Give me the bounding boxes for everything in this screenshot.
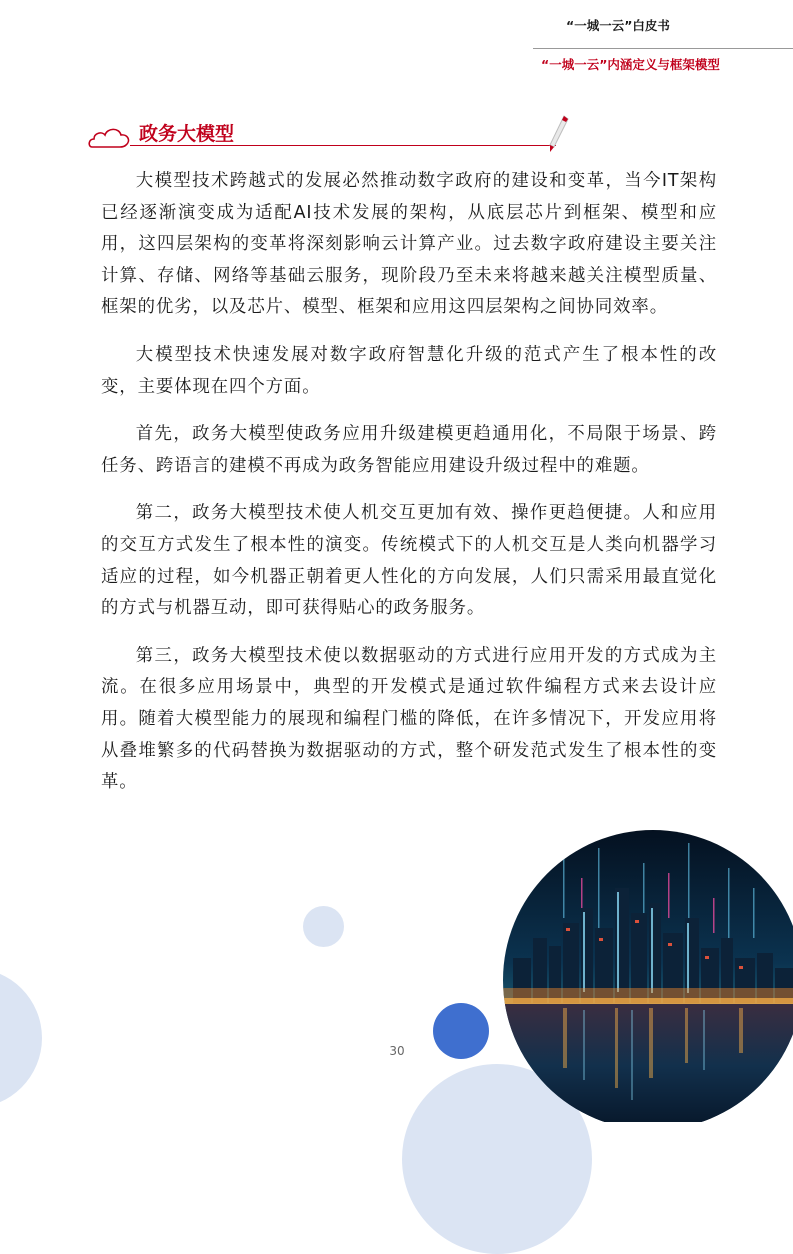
- city-skyline-image: [503, 828, 793, 1122]
- decorative-circle-small: [303, 906, 344, 947]
- paragraph: 第三，政务大模型技术使以数据驱动的方式进行应用开发的方式成为主流。在很多应用场景中，典型的开发模式是通过软件编程方式来去设计应用。随着大模型能力的展现和编程门槛的降低，在许多情况下，开发应用将从叠堆繁多的代码替换为数据驱动的方式，整个研发范式发生了根本性的变革。: [101, 645, 717, 793]
- chapter-title: “一城一云”内涵定义与框架模型: [541, 57, 720, 72]
- header-divider: [533, 48, 793, 49]
- body-text: [101, 166, 717, 815]
- decorative-circle-blue: [433, 1003, 489, 1059]
- paragraph: 大模型技术跨越式的发展必然推动数字政府的建设和变革，当今IT架构已经逐渐演变成为适配AI技术发展的架构，从底层芯片到框架、模型和应用，这四层架构的变革将深刻影响云计算产业。过去数字政府建设主要关注计算、存储、网络等基础云服务，现阶段乃至未来将越来越关注模型质量、框架的优劣，以及芯片、模型、框架和应用这四层架构之间协同效率。: [101, 171, 717, 318]
- paragraph: 大模型技术快速发展对数字政府智慧化升级的范式产生了根本性的改变，主要体现在四个方面。: [101, 344, 717, 397]
- cloud-icon: [88, 126, 132, 150]
- section-title-underline: [130, 145, 556, 146]
- paragraph: 首先，政务大模型使政务应用升级建模更趋通用化，不局限于场景、跨任务、跨语言的建模不再成为政务智能应用建设升级过程中的难题。: [101, 424, 717, 476]
- pen-icon: [544, 114, 570, 154]
- paragraph: 第二，政务大模型技术使人机交互更加有效、操作更趋便捷。人和应用的交互方式发生了根本性的演变。传统模式下的人机交互是人类向机器学习适应的过程，如今机器正朝着更人性化的方向发展，人们只需采用最直觉化的方式与机器互动，即可获得贴心的政务服务。: [101, 503, 717, 619]
- decorative-circle-left: [0, 968, 42, 1108]
- page-number: 30: [389, 1044, 405, 1058]
- section-title: 政务大模型: [139, 123, 235, 145]
- document-title: “一城一云”白皮书: [566, 18, 670, 33]
